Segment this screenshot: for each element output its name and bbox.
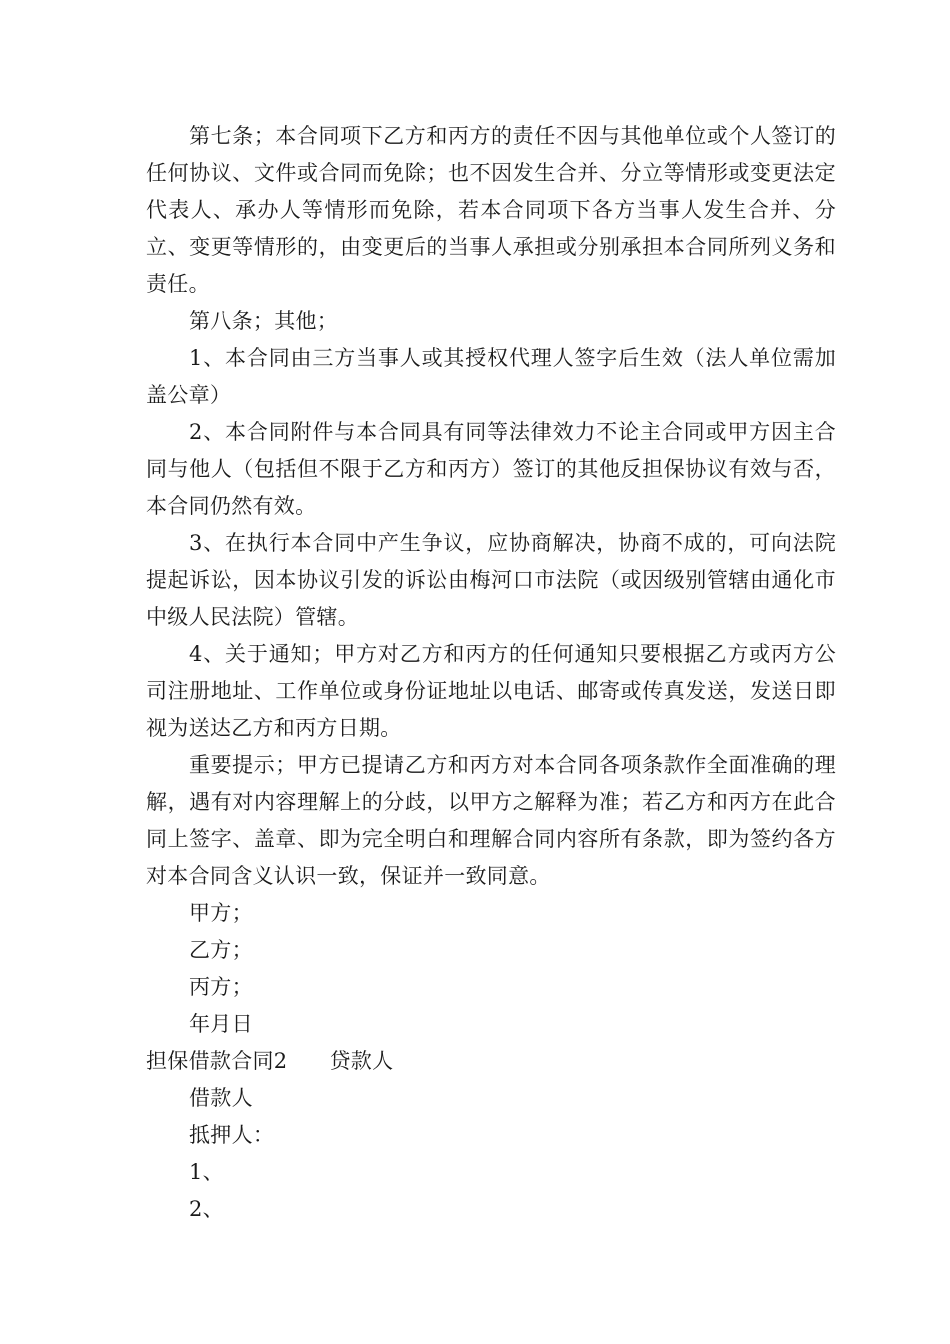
- party-b-signature: 乙方；: [189, 938, 253, 962]
- mortgagor-item-1: 1、: [189, 1160, 224, 1184]
- article-7-paragraph: 第七条；本合同项下乙方和丙方的责任不因与其他单位或个人签订的任何协议、文件或合同而免除；也不因发生合并、分立等情形或变更法定代表人、承办人等情形而免除，若本合同项下各方当事人发生合并、分立、变更等情形的，由变更后的当事人承担或分别承担本合同所列义务和责任。: [146, 124, 836, 296]
- second-contract-header: [146, 1043, 836, 1080]
- clause-3-paragraph: 3、在执行本合同中产生争议，应协商解决，协商不成的，可向法院提起诉讼，因本协议引发的诉讼由梅河口市法院（或因级别管辖由通化市中级人民法院）管辖。: [146, 531, 836, 629]
- borrower-label: 借款人: [189, 1086, 253, 1110]
- lender-label: 贷款人: [329, 1049, 394, 1073]
- document-body: [146, 118, 836, 1228]
- mortgagor-label: 抵押人：: [189, 1123, 275, 1147]
- second-contract-title: 担保借款合同2: [146, 1049, 288, 1073]
- article-8-heading: 第八条；其他；: [189, 309, 339, 333]
- party-c-signature: 丙方；: [189, 975, 253, 999]
- mortgagor-item-2: 2、: [189, 1197, 224, 1221]
- clause-1-paragraph: 1、本合同由三方当事人或其授权代理人签字后生效（法人单位需加盖公章）: [146, 346, 836, 407]
- party-a-signature: 甲方；: [189, 901, 253, 925]
- clause-2-paragraph: 2、本合同附件与本合同具有同等法律效力不论主合同或甲方因主合同与他人（包括但不限于乙方和丙方）签订的其他反担保协议有效与否，本合同仍然有效。: [146, 420, 836, 518]
- signature-date: 年月日: [189, 1012, 253, 1036]
- clause-4-paragraph: 4、关于通知；甲方对乙方和丙方的任何通知只要根据乙方或丙方公司注册地址、工作单位或身份证地址以电话、邮寄或传真发送，发送日即视为送达乙方和丙方日期。: [146, 642, 836, 740]
- important-notice-paragraph: 重要提示；甲方已提请乙方和丙方对本合同各项条款作全面准确的理解，遇有对内容理解上的分歧，以甲方之解释为准；若乙方和丙方在此合同上签字、盖章、即为完全明白和理解合同内容所有条款，即为签约各方对本合同含义认识一致，保证并一致同意。: [146, 753, 836, 888]
